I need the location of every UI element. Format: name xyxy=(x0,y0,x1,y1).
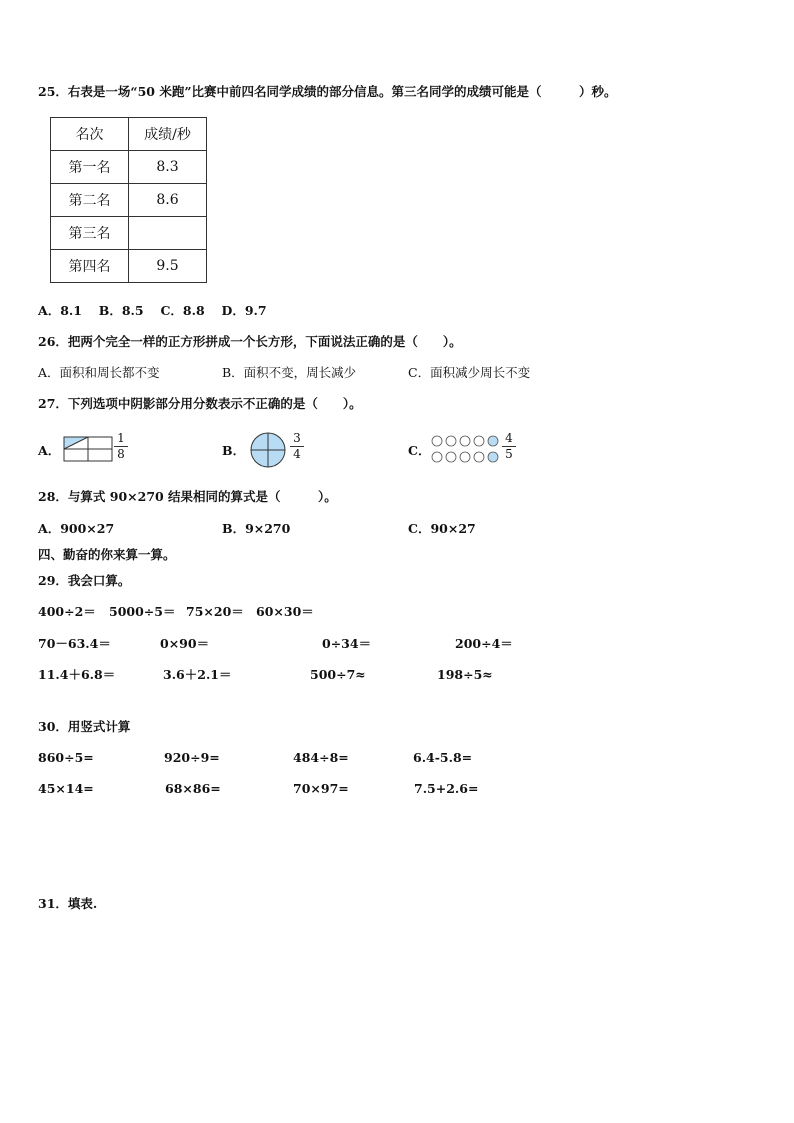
table-cell: 9.5 xyxy=(129,250,207,283)
rectangle-figure-icon xyxy=(64,437,112,461)
table-cell: 第二名 xyxy=(51,184,129,217)
fraction-denominator: 8 xyxy=(117,447,125,461)
table-cell: 8.3 xyxy=(129,151,207,184)
fraction-numerator: 4 xyxy=(505,431,513,445)
table-cell: 第一名 xyxy=(51,151,129,184)
q29-item: 198÷5≈ xyxy=(437,667,493,682)
q27-option-a-label: A． xyxy=(38,443,61,458)
q28-text: 28．与算式 90×270 结果相同的算式是（ ）。 xyxy=(38,489,337,504)
q25-options: A．8.1 B．8.5 C．8.8 D．9.7 xyxy=(38,303,267,318)
q28-option-b: B．9×270 xyxy=(222,521,291,536)
q29-item: 5000÷5＝ xyxy=(109,604,176,619)
q30-item: 45×14= xyxy=(38,781,94,796)
q29-item: 60×30＝ xyxy=(256,604,314,619)
q29-item: 11.4＋6.8＝ xyxy=(38,667,116,682)
q27-text: 27．下列选项中阴影部分用分数表示不正确的是（ ）。 xyxy=(38,396,362,411)
fraction-numerator: 3 xyxy=(293,431,301,445)
q26-text: 26．把两个完全一样的正方形拼成一个长方形，下面说法正确的是（ ）。 xyxy=(38,334,462,349)
q29-item: 3.6＋2.1＝ xyxy=(163,667,232,682)
q30-item: 860÷5= xyxy=(38,750,94,765)
table-row xyxy=(51,151,207,184)
q27-option-b-label: B． xyxy=(222,443,246,458)
q26-option-a: A．面积和周长都不变 xyxy=(38,365,160,380)
q29-item: 75×20＝ xyxy=(186,604,244,619)
fraction-denominator: 4 xyxy=(293,447,301,461)
q28-option-c: C．90×27 xyxy=(408,521,476,536)
q29-item: 0÷34＝ xyxy=(322,636,372,651)
q30-item: 6.4-5.8= xyxy=(413,750,473,765)
q30-title: 30．用竖式计算 xyxy=(38,719,131,734)
table-header: 名次 xyxy=(51,118,129,151)
q30-item: 484÷8= xyxy=(293,750,349,765)
q26-option-b: B．面积不变，周长减少 xyxy=(222,365,357,380)
fraction-b xyxy=(290,432,304,461)
q29-title: 29．我会口算。 xyxy=(38,573,131,588)
circle-figure-icon xyxy=(250,432,286,468)
q29-item: 500÷7≈ xyxy=(310,667,366,682)
q25-text: 25．右表是一场“50 米跑”比赛中前四名同学成绩的部分信息。第三名同学的成绩可能是（ ）秒。 xyxy=(38,84,617,99)
table-cell: 第四名 xyxy=(51,250,129,283)
q30-item: 68×86= xyxy=(165,781,221,796)
q30-item: 70×97= xyxy=(293,781,349,796)
q31-title: 31．填表. xyxy=(38,896,98,911)
q27-option-c-label: C． xyxy=(408,443,431,458)
fraction-numerator: 1 xyxy=(117,431,125,445)
fraction-c xyxy=(502,432,516,461)
table-row xyxy=(51,118,207,151)
q30-item: 920÷9= xyxy=(164,750,220,765)
fraction-a xyxy=(114,432,128,461)
q29-item: 70－63.4＝ xyxy=(38,636,111,651)
score-table xyxy=(50,117,207,283)
table-cell: 第三名 xyxy=(51,217,129,250)
q28-option-a: A．900×27 xyxy=(38,521,115,536)
table-cell: 8.6 xyxy=(129,184,207,217)
table-row xyxy=(51,184,207,217)
q29-item: 0×90＝ xyxy=(160,636,210,651)
table-row xyxy=(51,250,207,283)
table-row xyxy=(51,217,207,250)
q26-option-c: C．面积减少周长不变 xyxy=(408,365,531,380)
q30-item: 7.5+2.6= xyxy=(414,781,479,796)
dots-figure-icon xyxy=(432,435,498,465)
table-cell xyxy=(129,217,207,250)
section-heading: 四、勤奋的你来算一算。 xyxy=(38,547,176,562)
fraction-denominator: 5 xyxy=(505,447,513,461)
q29-item: 200÷4＝ xyxy=(455,636,513,651)
q29-item: 400÷2＝ xyxy=(38,604,96,619)
table-header: 成绩/秒 xyxy=(129,118,207,151)
